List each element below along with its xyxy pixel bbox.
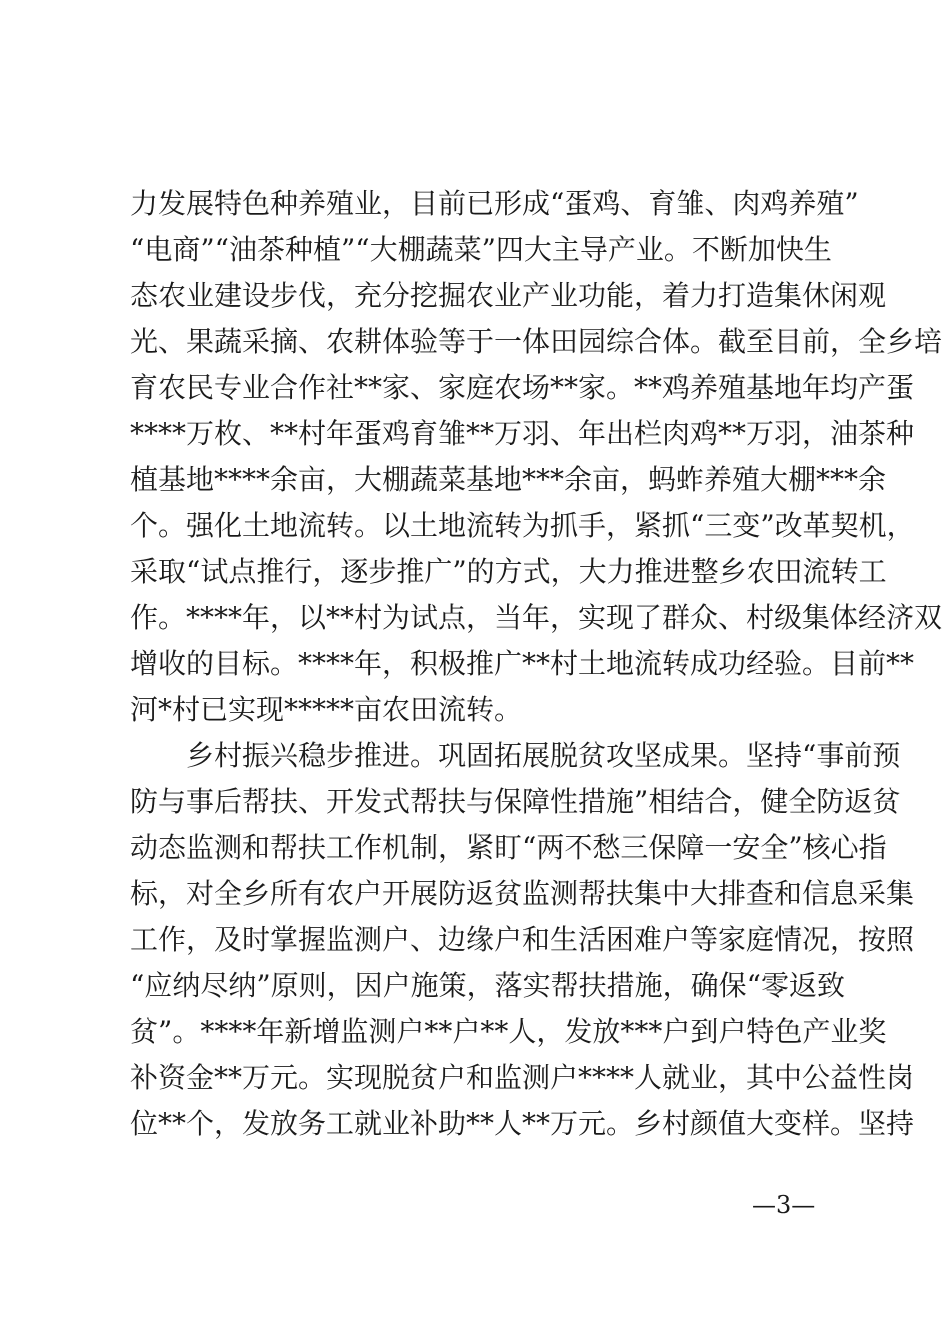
paragraph-1-line: 光、果蔬采摘、农耕体验等于一体田园综合体。截至目前，全乡培 [130,325,943,358]
page-number: —3— [752,1191,816,1219]
paragraph-1-line: 增收的目标。****年，积极推广**村土地流转成功经验。目前** [130,647,915,680]
paragraph-2-line: 位**个，发放务工就业补助**人**万元。乡村颜值大变样。坚持 [130,1107,915,1140]
paragraph-2-line: 补资金**万元。实现脱贫户和监测户****人就业，其中公益性岗 [130,1061,915,1094]
paragraph-1-line: 个。强化土地流转。以土地流转为抓手，紧抓“三变”改革契机， [130,509,915,542]
paragraph-2-line: 乡村振兴稳步推进。巩固拓展脱贫攻坚成果。坚持“事前预 [186,739,901,772]
paragraph-1-line: 植基地****余亩，大棚蔬菜基地***余亩，蚂蚱养殖大棚***余 [130,463,887,496]
paragraph-2-line: 工作，及时掌握监测户、边缘户和生活困难户等家庭情况，按照 [130,923,915,956]
paragraph-1 [130,181,943,733]
paragraph-1-line: “电商”“油茶种植”“大棚蔬菜”四大主导产业。不断加快生 [130,233,832,266]
paragraph-2-line: 贫”。****年新增监测户**户**人，发放***户到户特色产业奖 [130,1015,887,1048]
paragraph-2-line: 动态监测和帮扶工作机制，紧盯“两不愁三保障一安全”核心指 [130,831,887,864]
paragraph-2-line: “应纳尽纳”原则，因户施策，落实帮扶措施，确保“零返致 [130,969,845,1002]
paragraph-1-line: 采取“试点推行，逐步推广”的方式，大力推进整乡农田流转工 [130,555,887,588]
paragraph-2 [130,733,915,1147]
paragraph-1-line: ****万枚、**村年蛋鸡育雏**万羽、年出栏肉鸡**万羽，油茶种 [130,417,915,450]
paragraph-2-line: 标，对全乡所有农户开展防返贫监测帮扶集中大排查和信息采集 [130,877,915,910]
paragraph-1-line: 态农业建设步伐，充分挖掘农业产业功能，着力打造集休闲观 [130,279,887,312]
paragraph-2-line: 防与事后帮扶、开发式帮扶与保障性措施”相结合，健全防返贫 [130,785,901,818]
paragraph-1-line: 力发展特色种养殖业，目前已形成“蛋鸡、育雏、肉鸡养殖” [130,187,859,220]
paragraph-1-line: 作。****年，以**村为试点，当年，实现了群众、村级集体经济双 [130,601,943,634]
paragraph-1-line: 育农民专业合作社**家、家庭农场**家。**鸡养殖基地年均产蛋 [130,371,915,404]
paragraph-1-line: 河*村已实现*****亩农田流转。 [130,693,523,726]
